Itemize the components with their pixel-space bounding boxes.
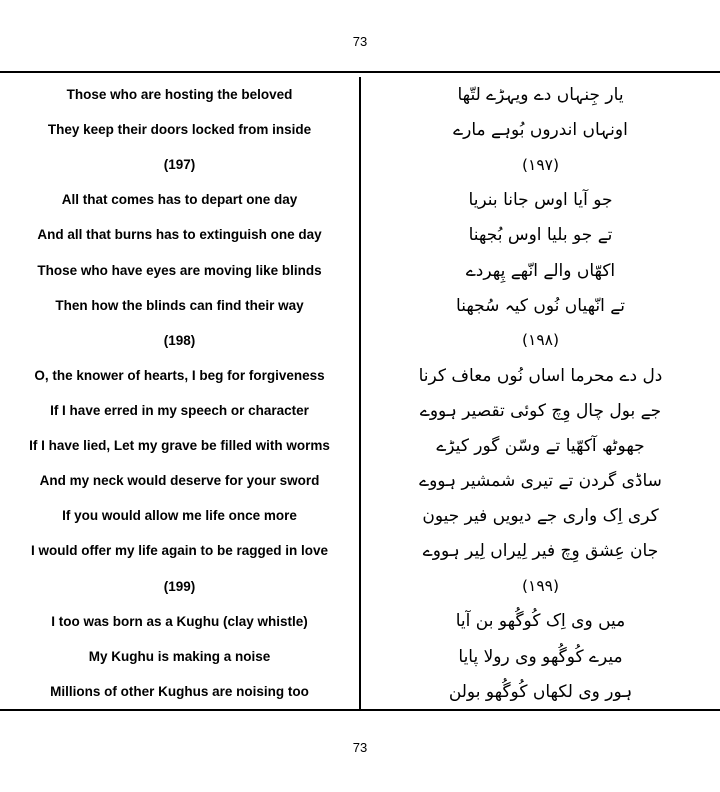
english-verse: Millions of other Kughus are noising too xyxy=(0,674,361,709)
two-column-verse-table xyxy=(0,71,720,711)
urdu-verse: اونہاں اندروں بُوہے مارے xyxy=(453,120,628,141)
verse-row xyxy=(0,498,720,533)
urdu-verse: دل دے محرما اساں نُوں معاف کرنا xyxy=(418,365,663,386)
verse-row xyxy=(0,674,720,709)
stanza-number-row xyxy=(0,569,720,604)
verse-row xyxy=(0,253,720,288)
english-verse: Those who have eyes are moving like blinds xyxy=(0,253,361,288)
verse-row xyxy=(0,639,720,674)
footer-page-number: 73 xyxy=(352,740,368,755)
urdu-verse: ساڈی گردن تے تیری شمشیر ہووے xyxy=(419,471,662,492)
stanza-number-en: (199) xyxy=(0,569,361,604)
english-verse: O, the knower of hearts, I beg for forgiveness xyxy=(0,358,361,393)
verse-row xyxy=(0,393,720,428)
urdu-verse: میں وی اِک کُوگُھو بن آیا xyxy=(455,611,626,632)
verse-row xyxy=(0,217,720,252)
english-verse: If I have erred in my speech or character xyxy=(0,393,361,428)
verse-row xyxy=(0,428,720,463)
urdu-verse: جے بول چال وِچ کوئی تقصیر ہووے xyxy=(419,401,662,422)
verse-row xyxy=(0,288,720,323)
stanza-number-row xyxy=(0,147,720,182)
header-page-number: 73 xyxy=(352,34,368,49)
verse-row xyxy=(0,604,720,639)
stanza-number-ur: (۱۹۹) xyxy=(521,577,560,596)
verse-row xyxy=(0,533,720,568)
urdu-verse: کری اِک واری جے دیویں فیر جیون xyxy=(422,506,659,527)
stanza-number-ur: (۱۹۷) xyxy=(521,155,560,174)
stanza-number-en: (198) xyxy=(0,323,361,358)
english-verse: Those who are hosting the beloved xyxy=(0,77,361,112)
english-verse: I too was born as a Kughu (clay whistle) xyxy=(0,604,361,639)
english-verse: If I have lied, Let my grave be filled with worms xyxy=(0,428,361,463)
urdu-verse: جھوٹھ آکھّیا تے وسّن گور کیڑے xyxy=(436,436,645,457)
english-verse: I would offer my life again to be ragged in love xyxy=(0,533,361,568)
english-verse: Then how the blinds can find their way xyxy=(0,288,361,323)
urdu-verse: تے انّھیاں نُوں کیہ سُجھنا xyxy=(456,295,625,316)
stanza-number-row xyxy=(0,323,720,358)
english-verse: And my neck would deserve for your sword xyxy=(0,463,361,498)
stanza-number-en: (197) xyxy=(0,147,361,182)
urdu-verse: ہور وی لکھاں کُوگُھو بولن xyxy=(448,681,633,702)
stanza-number-ur: (۱۹۸) xyxy=(521,331,560,350)
verse-row xyxy=(0,358,720,393)
verse-row xyxy=(0,112,720,147)
english-verse: They keep their doors locked from inside xyxy=(0,112,361,147)
page-footer xyxy=(0,740,720,755)
verse-row xyxy=(0,463,720,498)
urdu-verse: یار جِنہاں دے ویہڑے لتّھا xyxy=(457,85,624,106)
urdu-verse: تے جو بلیا اوس بُجھنا xyxy=(468,225,613,246)
verse-row xyxy=(0,182,720,217)
urdu-verse: میرے کُوگُھو وی رولا پایا xyxy=(458,646,623,667)
page-header xyxy=(0,34,720,49)
urdu-verse: اکھّاں والے انّھے پِھردے xyxy=(465,260,616,281)
english-verse: If you would allow me life once more xyxy=(0,498,361,533)
urdu-verse: جان عِشق وِچ فیر لِیراں لِیر ہووے xyxy=(422,541,659,562)
verse-row xyxy=(0,77,720,112)
english-verse: My Kughu is making a noise xyxy=(0,639,361,674)
english-verse: And all that burns has to extinguish one day xyxy=(0,217,361,252)
urdu-verse: جو آیا اوس جانا بنریا xyxy=(468,189,613,210)
english-verse: All that comes has to depart one day xyxy=(0,182,361,217)
